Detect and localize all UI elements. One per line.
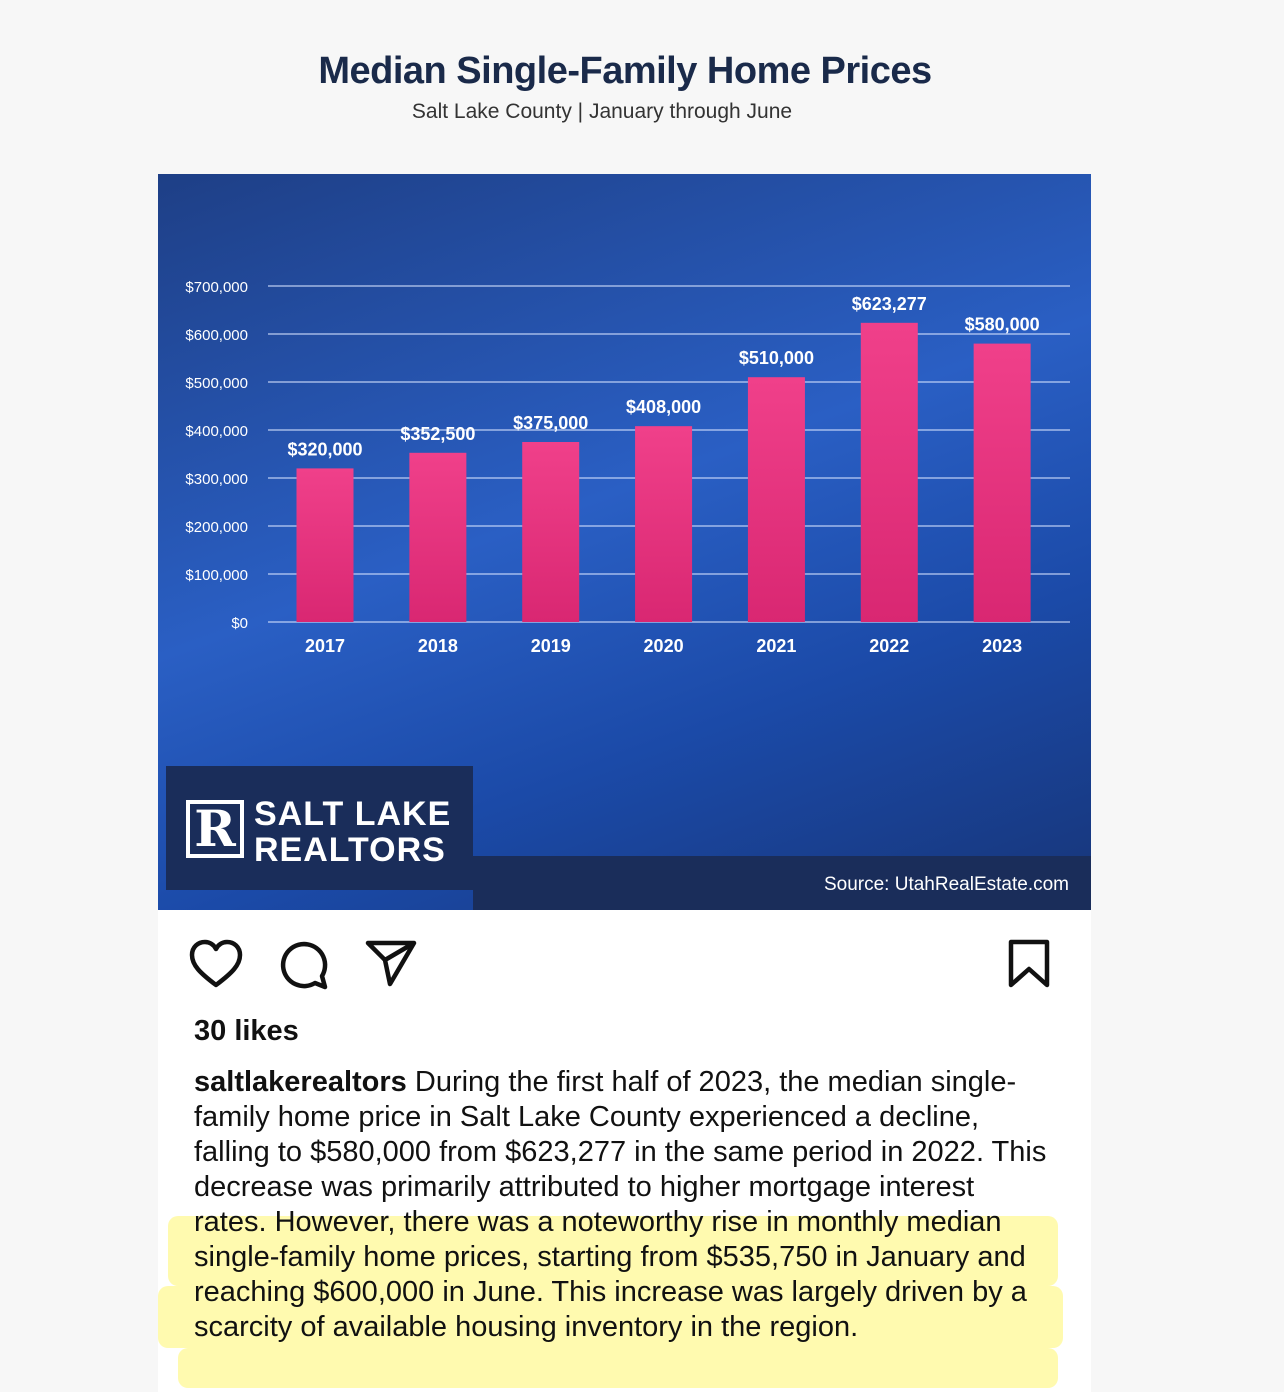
logo-wordmark <box>254 796 451 868</box>
y-tick-label: $0 <box>231 615 248 632</box>
realtors-logo <box>166 766 473 890</box>
chart-title: Median Single-Family Home Prices <box>318 50 932 92</box>
bar <box>522 442 579 622</box>
x-tick-label: 2022 <box>869 636 910 656</box>
source-bar <box>473 856 1091 910</box>
data-label: $408,000 <box>626 397 702 418</box>
y-tick-label: $700,000 <box>185 279 248 296</box>
data-label: $352,500 <box>400 423 476 444</box>
bar <box>409 453 466 622</box>
likes-count[interactable]: 30 likes <box>194 1015 299 1047</box>
data-label: $320,000 <box>287 439 363 460</box>
logo-r-mark: R <box>186 800 244 858</box>
data-label: $510,000 <box>738 348 814 369</box>
bar <box>861 323 918 622</box>
highlight-mark <box>178 1348 1058 1388</box>
caption-text: During the first half of 2023, the median single-family home price in Salt Lake County experienced a decline, falling to $580,000 from $623,277 in the same period in 2022. This decrease was primarily attributed to higher mortgage interest rates. However, there was a noteworthy rise in monthly median single-family home prices, starting from $535,750 in January and reaching $600,000 in June. This increase was largely driven by a scarcity of available housing inventory in the region. <box>194 1066 1047 1343</box>
y-tick-label: $300,000 <box>185 471 248 488</box>
heart-icon[interactable] <box>188 938 244 990</box>
data-label: $623,277 <box>851 293 927 314</box>
x-tick-label: 2017 <box>304 636 346 656</box>
post-card <box>158 910 1091 1392</box>
y-tick-label: $500,000 <box>185 375 248 392</box>
bar <box>974 344 1031 622</box>
bookmark-icon[interactable] <box>1006 938 1052 990</box>
comment-icon[interactable] <box>276 938 330 992</box>
chart-panel <box>158 174 1091 910</box>
x-tick-label: 2020 <box>643 636 684 656</box>
x-tick-label: 2018 <box>417 636 458 656</box>
bar <box>748 377 805 622</box>
share-icon[interactable] <box>364 938 418 990</box>
x-tick-label: 2019 <box>530 636 571 656</box>
bar <box>635 426 692 622</box>
x-tick-label: 2021 <box>756 636 797 656</box>
source-text: Source: UtahRealEstate.com <box>823 874 1069 895</box>
y-tick-label: $600,000 <box>185 327 248 344</box>
data-label: $580,000 <box>964 314 1040 335</box>
post-caption <box>194 1065 1054 1345</box>
chart-subtitle: Salt Lake County | January through June <box>411 100 793 123</box>
bar <box>297 468 354 622</box>
post-username[interactable]: saltlakerealtors <box>194 1066 407 1098</box>
y-tick-label: $400,000 <box>185 423 248 440</box>
logo-line-2: REALTORS <box>254 831 446 869</box>
x-tick-label: 2023 <box>982 636 1023 656</box>
y-tick-label: $200,000 <box>185 519 248 536</box>
data-label: $375,000 <box>513 413 589 433</box>
y-tick-label: $100,000 <box>185 567 248 584</box>
logo-line-1: SALT LAKE <box>254 795 452 833</box>
